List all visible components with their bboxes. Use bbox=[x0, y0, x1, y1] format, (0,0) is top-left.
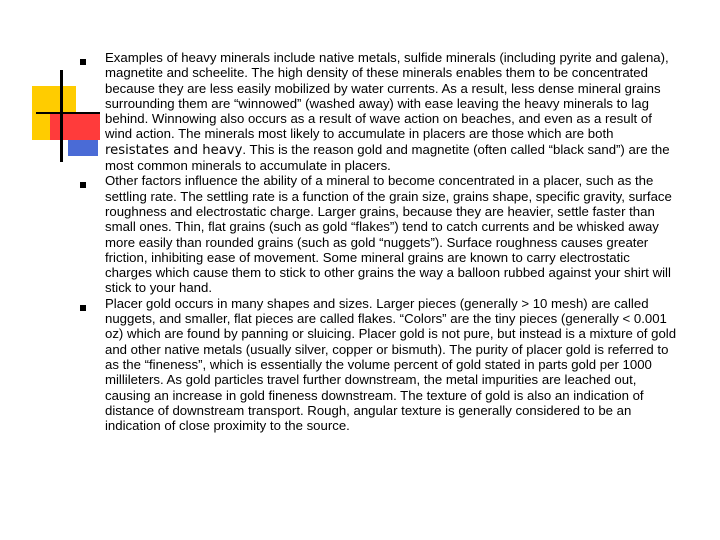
paragraph-settling-factors bbox=[105, 173, 680, 295]
paragraph-text: Other factors influence the ability of a mineral to become concentrated in a placer, such as the settling rate. The settling rate is a function of the grain size, grains shape, specific gravity, surface roughness and electrostatic charge. Larger grains, because they are heavier, settle faster than small ones. Thin, flat grains (such as gold “flakes”) tend to catch currents and be whisked away more easily than rounded grains (such as gold “nuggets”). Surface roughness causes greater friction, inhibiting ease of movement. Some mineral grains are known to carry electrostatic charges which cause them to stick to other grains the way a balloon rubbed against your shirt will stick to your hand. bbox=[105, 173, 672, 296]
list-item bbox=[80, 296, 680, 434]
paragraph-placer-gold bbox=[105, 296, 680, 434]
list-item bbox=[80, 173, 680, 295]
paragraph-heavy-minerals bbox=[105, 50, 680, 173]
square-bullet-icon bbox=[80, 182, 86, 188]
vertical-rule-line bbox=[60, 70, 63, 162]
emphasis-text: resistates and heavy bbox=[105, 142, 243, 158]
square-bullet-icon bbox=[80, 305, 86, 311]
list-item bbox=[80, 50, 680, 173]
bullet-list bbox=[80, 50, 680, 433]
square-bullet-icon bbox=[80, 59, 86, 65]
paragraph-text: Placer gold occurs in many shapes and sizes. Larger pieces (generally > 10 mesh) are called nuggets, and smaller, flat pieces are called flakes. “Colors” are the tiny pieces (generally < 0.001 oz) which are found by panning or sluicing. Placer gold is not pure, but instead is a mixture of gold and other native metals (usually silver, copper or bismuth). The purity of placer gold is referred to as the “fineness”, which is essentially the volume percent of gold stated in parts gold per 1000 millileters. As gold particles travel further downstream, the metal impurities are leached out, causing an increase in gold fineness downstream. The texture of gold is also an indication of distance of downstream transport. Rough, angular texture is generally considered to be an indication of close proximity to the source. bbox=[105, 295, 677, 434]
paragraph-text: Examples of heavy minerals include native metals, sulfide minerals (including pyrite and galena), magnetite and scheelite. The high density of these minerals enables them to be concentrated because they are less easily mobilized by water currents. As a result, less dense mineral grains surrounding them are “winnowed” (washed away) with ease leaving the heavy minerals to lag behind. Winnowing also occurs as a result of wave action on beaches, and even as a result of wind action. The minerals most likely to accumulate in placers are those which are both bbox=[105, 50, 669, 142]
paragraph-text-tail: . This is the reason gold and magnetite (often called “black sand”) are the most common minerals to accumulate in placers. bbox=[105, 141, 670, 174]
